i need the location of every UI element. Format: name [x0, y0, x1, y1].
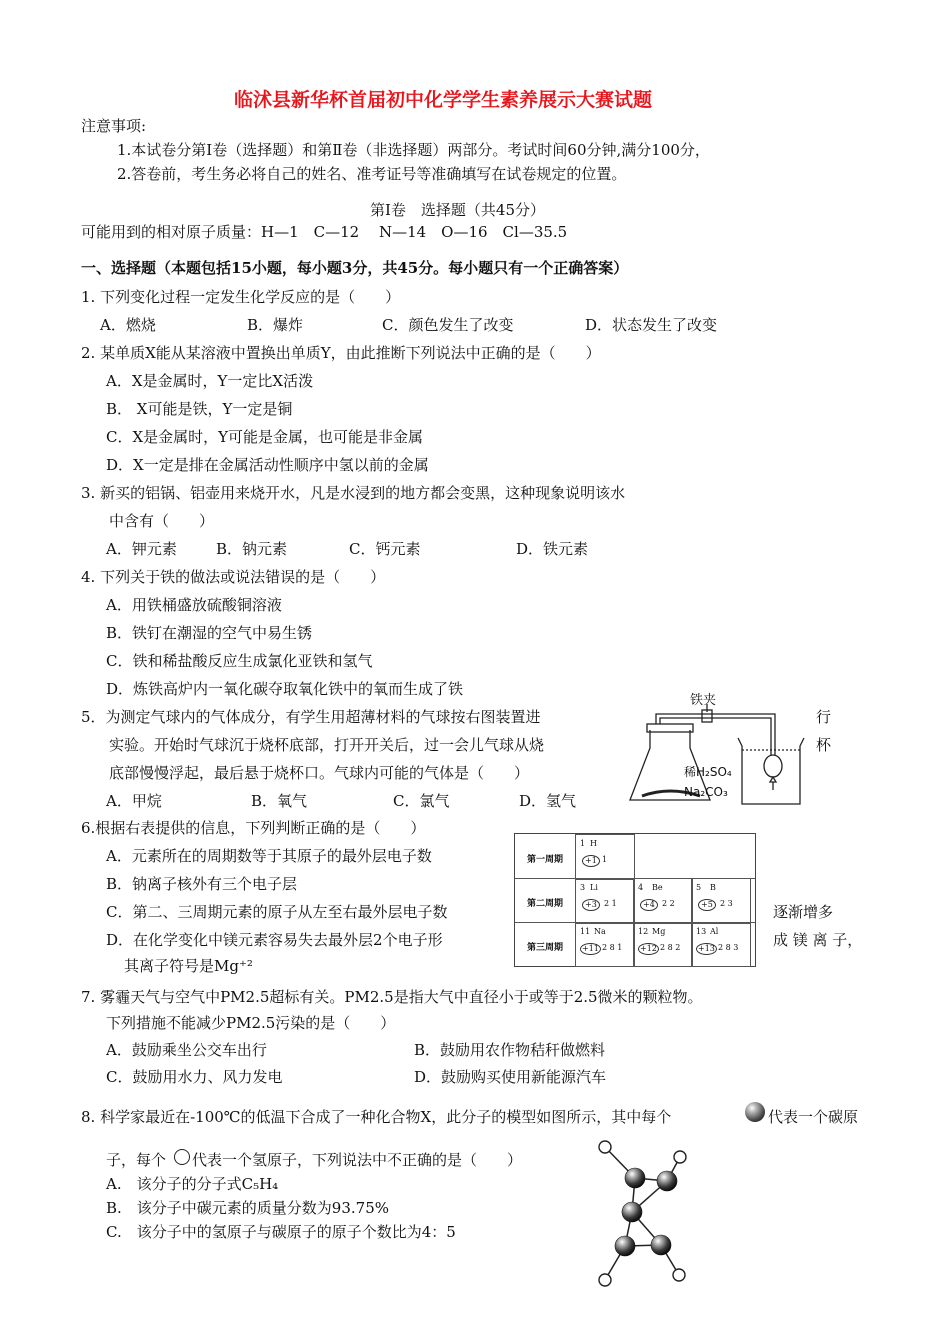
option: B．鼓励用农作物秸秆做燃料: [414, 1041, 606, 1059]
row-label: 第二周期: [527, 899, 564, 909]
element-cell-na: 11 Na +11 2 8 1: [575, 922, 635, 967]
option: B．钠离子核外有三个电子层: [106, 875, 298, 893]
option-tail: 逐渐增多: [773, 903, 834, 921]
question-stem: 代表一个碳原: [768, 1108, 859, 1126]
option: C．鼓励用水力、风力发电: [106, 1068, 283, 1086]
carbon-atom: [625, 1168, 645, 1188]
hydrogen-atom: [599, 1141, 611, 1153]
question-stem: 4. 下列关于铁的做法或说法错误的是（ ）: [81, 568, 386, 586]
option-cont: 其离子符号是Mg⁺²: [124, 957, 253, 975]
option: D．铁元素: [516, 540, 589, 558]
question-stem-cont: 底部慢慢浮起，最后悬于烧杯口。气球内可能的气体是（ ）: [109, 764, 530, 782]
note-item: 1.本试卷分第Ⅰ卷（选择题）和第Ⅱ卷（非选择题）两部分。考试时间60分钟,满分100分，: [117, 141, 710, 159]
question-stem: 5．为测定气球内的气体成分，有学生用超薄材料的气球按右图装置进: [81, 708, 541, 726]
option: C．铁和稀盐酸反应生成氯化亚铁和氢气: [106, 652, 373, 670]
part-heading: 一、选择题（本题包括15小题，每小题3分，共45分。每小题只有一个正确答案）: [81, 259, 629, 277]
question-stem: 6.根据右表提供的信息，下列判断正确的是（ ）: [81, 819, 426, 837]
carbon-atom: [622, 1202, 642, 1222]
option: A．钾元素: [106, 540, 177, 558]
option: A．鼓励乘坐公交车出行: [106, 1041, 267, 1059]
periodic-table: [514, 833, 756, 967]
carbon-atom: [657, 1171, 677, 1191]
carbon-atom-icon: [745, 1102, 765, 1122]
option: D．X一定是排在金属活动性顺序中氢以前的金属: [106, 456, 429, 474]
question-stem-cont: 下列措施不能减少PM2.5污染的是（ ）: [106, 1014, 396, 1032]
question-stem: 7. 雾霾天气与空气中PM2.5超标有关。PM2.5是指大气中直径小于或等于2.5微米的颗粒物。: [81, 988, 703, 1006]
option: A．燃烧: [100, 316, 156, 334]
apparatus-figure: [620, 690, 810, 810]
option: C. 该分子中的氢原子与碳原子的原子个数比为4：5: [106, 1223, 456, 1241]
question-stem: 2. 某单质X能从某溶液中置换出单质Y，由此推断下列说法中正确的是（ ）: [81, 344, 601, 362]
option: A．用铁桶盛放硫酸铜溶液: [106, 596, 282, 614]
question-stem: 1. 下列变化过程一定发生化学反应的是（ ）: [81, 288, 401, 306]
element-cell-mg: 12 Mg +12 2 8 2: [633, 922, 693, 967]
question-stem-cont: 中含有（ ）: [109, 512, 215, 530]
question-stem: 8. 科学家最近在-100℃的低温下合成了一种化合物X，此分子的模型如图所示，其中每个: [81, 1108, 672, 1126]
element-cell-li: 3 Li +3 2 1: [575, 878, 635, 924]
option: C．第二、三周期元素的原子从左至右最外层电子数: [106, 903, 448, 921]
row-label: 第一周期: [527, 855, 564, 865]
question-stem: 3. 新买的铝锅、铝壶用来烧开水，凡是水浸到的地方都会变黑，这种现象说明该水: [81, 484, 626, 502]
option: B．爆炸: [247, 316, 304, 334]
option: A．甲烷: [106, 792, 162, 810]
hydrogen-atom: [674, 1151, 686, 1163]
element-cell-al: 13 Al +13 2 8 3: [691, 922, 751, 967]
question-stem-tail: 行: [816, 708, 832, 726]
hydrogen-atom-icon: [174, 1149, 190, 1165]
option: A. 该分子的分子式C₅H₄: [106, 1175, 279, 1193]
row-label: 第三周期: [527, 943, 564, 953]
salt-label: Na₂CO₃: [684, 785, 728, 799]
question-stem-cont: 代表一个氢原子，下列说法中不正确的是（ ）: [192, 1151, 523, 1169]
option: D．氢气: [519, 792, 577, 810]
option: B．钠元素: [216, 540, 288, 558]
option: A．元素所在的周期数等于其原子的最外层电子数: [106, 847, 432, 865]
hydrogen-atom: [673, 1269, 685, 1281]
clamp-label: 铁夹: [690, 693, 717, 708]
option: D．状态发生了改变: [585, 316, 718, 334]
option: B．铁钉在潮湿的空气中易生锈: [106, 624, 313, 642]
option: D．炼铁高炉内一氧化碳夺取氧化铁中的氧而生成了铁: [106, 680, 464, 698]
hydrogen-atom: [599, 1274, 611, 1286]
option: C．X是金属时，Y可能是金属，也可能是非金属: [106, 428, 424, 446]
element-cell-be: 4 Be +4 2 2: [633, 878, 693, 924]
option: C．氯气: [393, 792, 450, 810]
molecule-model: [585, 1135, 695, 1295]
option: B．氧气: [251, 792, 308, 810]
note-item: 2.答卷前，考生务必将自己的姓名、准考证号等准确填写在试卷规定的位置。: [117, 165, 627, 183]
option: B． X可能是铁，Y一定是铜: [106, 400, 293, 418]
page-title: 临沭县新华杯首届初中化学学生素养展示大赛试题: [234, 89, 653, 111]
notes-heading: 注意事项:: [81, 117, 147, 135]
option: A．X是金属时，Y一定比X活泼: [106, 372, 314, 390]
element-cell-b: 5 B +5 2 3: [691, 878, 751, 924]
carbon-atom: [615, 1236, 635, 1256]
option: D．鼓励购买使用新能源汽车: [414, 1068, 607, 1086]
carbon-atom: [651, 1235, 671, 1255]
option: C．钙元素: [349, 540, 421, 558]
atomic-masses: 可能用到的相对原子质量：H—1 C—12 N—14 O—16 Cl—35.5: [81, 223, 568, 241]
question-stem-tail: 杯: [816, 736, 832, 754]
option: B. 该分子中碳元素的质量分数为93.75%: [106, 1199, 389, 1217]
option-tail: 成 镁 离 子，: [773, 931, 863, 949]
question-stem-cont: 子，每个: [106, 1151, 167, 1169]
question-stem-cont: 实验。开始时气球沉于烧杯底部，打开开关后，过一会儿气球从烧: [109, 736, 545, 754]
section-title: 第Ⅰ卷 选择题（共45分）: [370, 201, 546, 219]
option: C．颜色发生了改变: [382, 316, 514, 334]
element-cell-h: 1 H +1 1: [575, 834, 635, 880]
option: D．在化学变化中镁元素容易失去最外层2个电子形: [106, 931, 443, 949]
acid-label: 稀H₂SO₄: [684, 765, 732, 779]
